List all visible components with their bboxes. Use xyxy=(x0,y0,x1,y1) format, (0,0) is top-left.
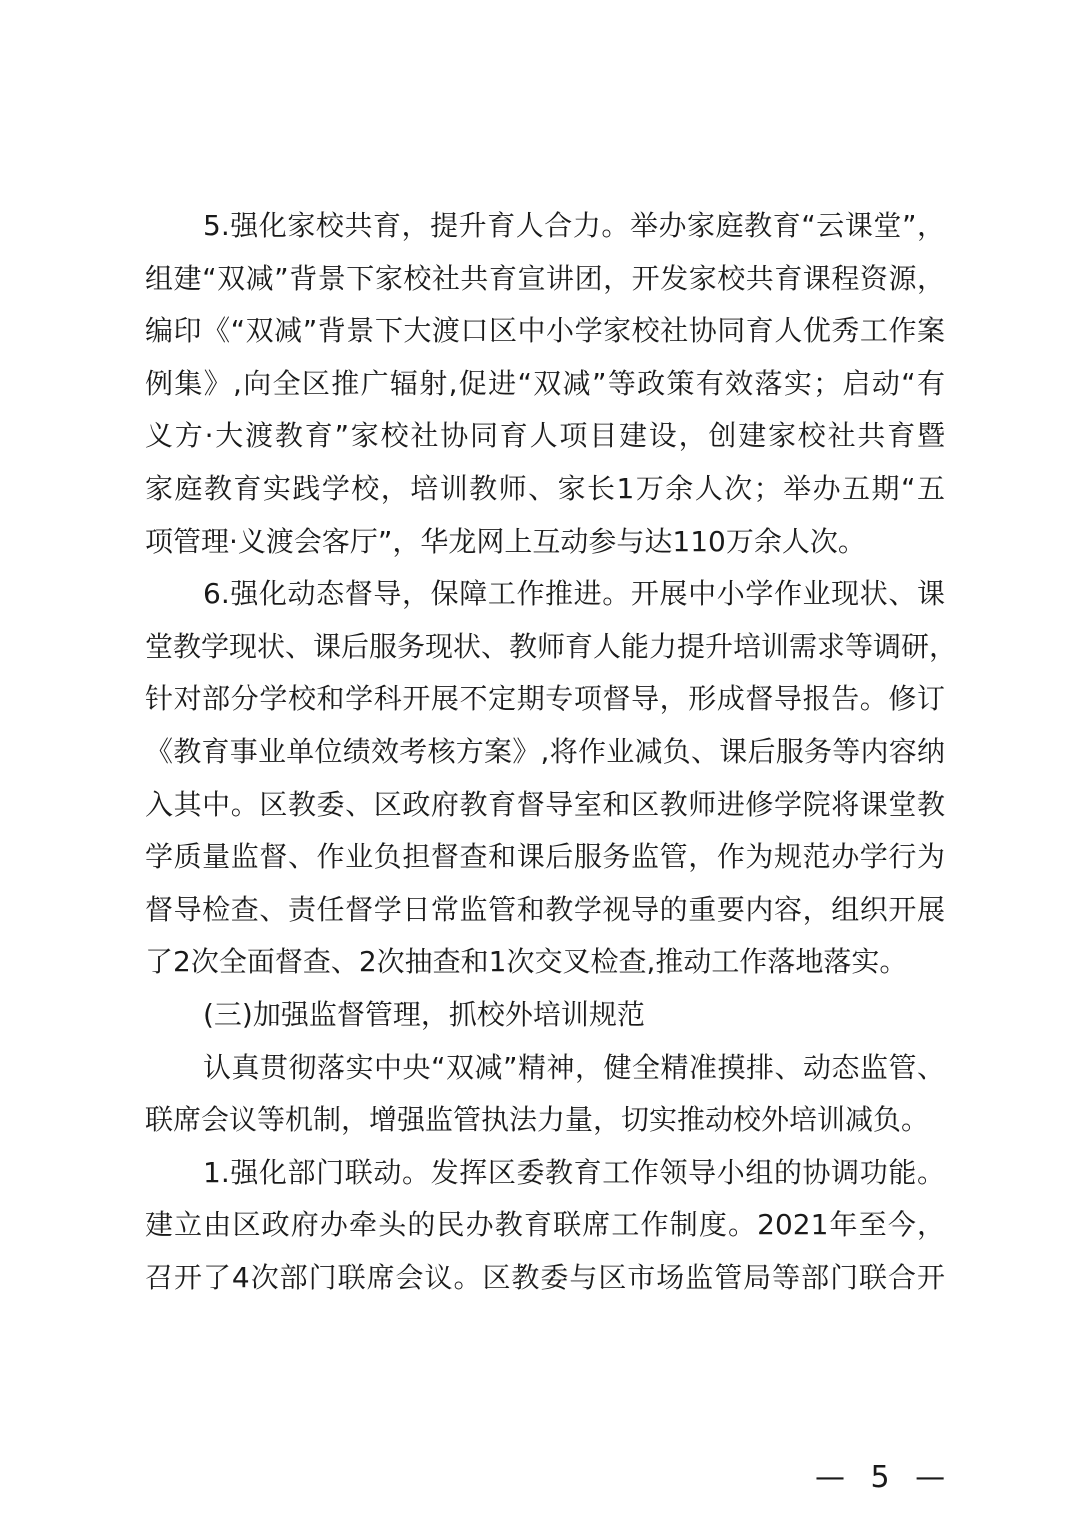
page-number: — 5 — xyxy=(815,1460,954,1495)
text-line: 认真贯彻落实中央“双减”精神，健全精准摸排、动态监管、 xyxy=(203,1050,945,1084)
paragraph xyxy=(145,200,945,568)
text-line: 编印《“双减”背景下大渡口区中小学家校社协同育人优秀工作案 xyxy=(145,314,945,348)
text-line: 例集》,向全区推广辐射,促进“双减”等政策有效落实；启动“有 xyxy=(145,366,945,400)
text-line: 了2次全面督查、2次抽查和1次交叉检查,推动工作落地落实。 xyxy=(145,945,908,979)
text-line: 项管理·义渡会客厅”，华龙网上互动参与达110万余人次。 xyxy=(145,524,866,558)
text-line: 1.强化部门联动。发挥区委教育工作领导小组的协调功能。 xyxy=(203,1155,945,1189)
text-line: 组建“双减”背景下家校社共育宣讲团，开发家校共育课程资源， xyxy=(145,261,945,295)
paragraph xyxy=(145,1147,945,1305)
text-line: 入其中。区教委、区政府教育督导室和区教师进修学院将课堂教 xyxy=(145,787,945,821)
document-body xyxy=(145,200,958,1304)
text-line: 5.强化家校共育，提升育人合力。举办家庭教育“云课堂”， xyxy=(203,209,945,242)
text-line: 6.强化动态督导，保障工作推进。开展中小学作业现状、课 xyxy=(203,577,945,611)
text-line: 督导检查、责任督学日常监管和教学视导的重要内容，组织开展 xyxy=(145,892,945,926)
text-line: 建立由区政府办牵头的民办教育联席工作制度。2021年至今， xyxy=(145,1208,945,1242)
paragraph xyxy=(145,568,958,989)
text-line: 联席会议等机制，增强监管执法力量，切实推动校外培训减负。 xyxy=(145,1103,930,1137)
section-heading xyxy=(145,989,945,1042)
text-line: 堂教学现状、课后服务现状、教师育人能力提升培训需求等调研， xyxy=(145,629,958,663)
text-line: 召开了4次部门联席会议。区教委与区市场监管局等部门联合开 xyxy=(145,1260,945,1294)
text-line: 家庭教育实践学校，培训教师、家长1万余人次；举办五期“五 xyxy=(145,471,945,505)
paragraph xyxy=(145,1042,945,1147)
text-line: 针对部分学校和学科开展不定期专项督导，形成督导报告。修订 xyxy=(145,682,945,716)
text-line: (三)加强监督管理，抓校外培训规范 xyxy=(203,997,645,1031)
text-line: 学质量监督、作业负担督查和课后服务监管，作为规范办学行为 xyxy=(145,840,945,874)
text-line: 义方·大渡教育”家校社协同育人项目建设，创建家校社共育暨 xyxy=(145,419,945,453)
text-line: 《教育事业单位绩效考核方案》,将作业减负、课后服务等内容纳 xyxy=(145,734,945,768)
